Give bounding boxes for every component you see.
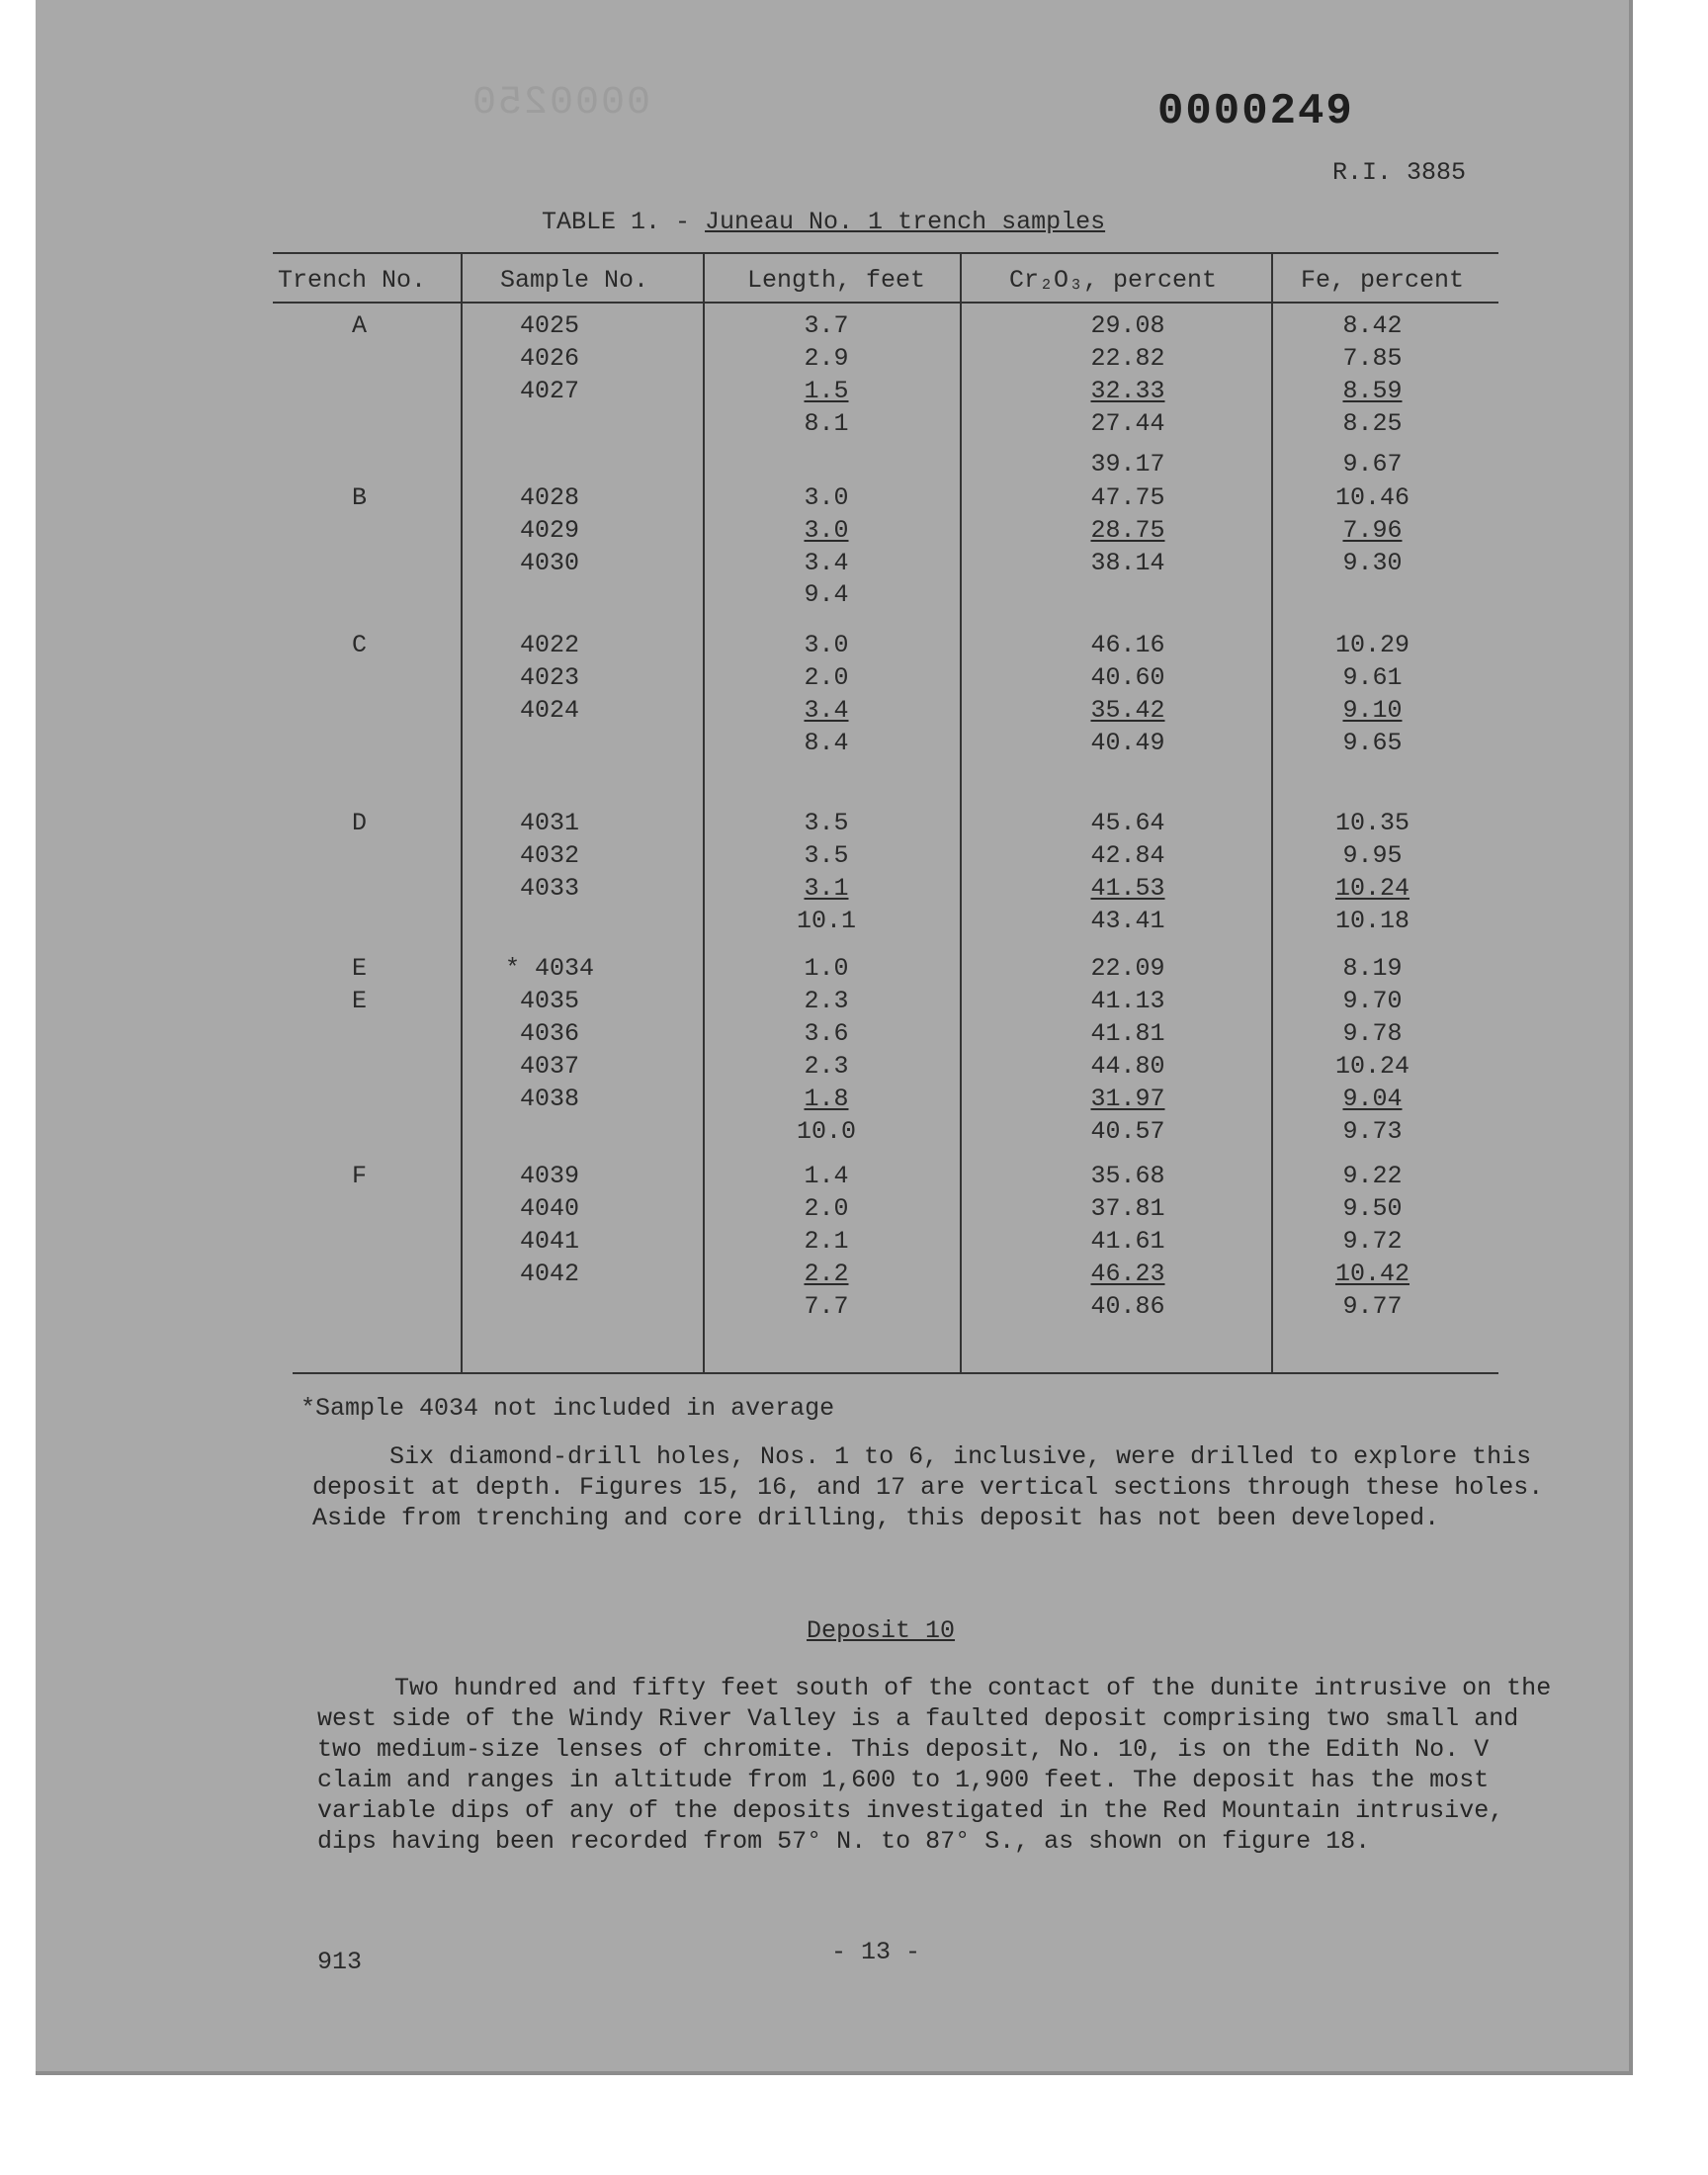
trench-label — [352, 1019, 391, 1049]
page-id: 0000249 — [1157, 87, 1354, 136]
cr2o3-value: 37.81 — [1090, 1194, 1165, 1223]
sample-number — [485, 580, 614, 610]
cr2o3-value: 44.80 — [1090, 1052, 1165, 1081]
length-value: 10.1 — [796, 907, 856, 935]
table-title-prefix: TABLE 1. - — [542, 208, 706, 236]
column-divider — [1271, 252, 1273, 1374]
length-value: 1.5 — [804, 377, 849, 405]
paragraph-deposit-10 — [317, 1673, 1578, 1857]
fe-value: 8.25 — [1342, 409, 1403, 438]
trench-label — [352, 729, 391, 758]
cr2o3-value: 40.57 — [1090, 1117, 1165, 1146]
cr2o3-value: 31.97 — [1090, 1085, 1165, 1113]
fe-value: 10.18 — [1334, 907, 1409, 935]
fe-value: 8.59 — [1342, 377, 1403, 405]
fe-value: 10.24 — [1334, 1052, 1409, 1081]
column-divider — [960, 252, 962, 1374]
sample-number — [485, 1292, 614, 1322]
report-number: R.I. 3885 — [1332, 158, 1467, 187]
table-footnote: *Sample 4034 not included in average — [300, 1394, 835, 1423]
length-value: 8.1 — [804, 409, 849, 438]
length-value: 1.4 — [804, 1162, 849, 1190]
length-value: 9.4 — [804, 580, 849, 609]
trench-label — [352, 344, 391, 374]
header-fe: Fe, percent — [1301, 266, 1465, 295]
sample-number: 4022 — [519, 631, 579, 659]
sample-number — [485, 1117, 614, 1147]
cr2o3-value: 22.09 — [1090, 954, 1165, 983]
trench-label — [352, 841, 391, 871]
trench-label: D — [352, 809, 368, 837]
fe-value: 9.67 — [1342, 450, 1403, 478]
fe-value: 9.50 — [1342, 1194, 1403, 1223]
length-value: 3.1 — [804, 874, 849, 903]
sample-number: 4033 — [519, 874, 579, 903]
sample-number: 4028 — [519, 483, 579, 512]
fe-value: 10.29 — [1334, 631, 1409, 659]
trench-label — [352, 516, 391, 546]
sample-number: 4032 — [519, 841, 579, 870]
length-value: 2.3 — [804, 987, 849, 1015]
trench-label — [352, 1194, 391, 1224]
fe-value: 7.96 — [1342, 516, 1403, 545]
fe-value: 9.95 — [1342, 841, 1403, 870]
sample-number: 4039 — [519, 1162, 579, 1190]
cr2o3-value: 40.49 — [1090, 729, 1165, 757]
trench-label — [352, 696, 391, 726]
length-value: 7.7 — [804, 1292, 849, 1321]
fe-value: 9.61 — [1342, 663, 1403, 692]
cr2o3-value: 42.84 — [1090, 841, 1165, 870]
length-value: 3.6 — [804, 1019, 849, 1048]
fe-value: 9.72 — [1342, 1227, 1403, 1256]
fe-value: 9.65 — [1342, 729, 1403, 757]
length-value: 1.8 — [804, 1085, 849, 1113]
length-value: 3.7 — [804, 311, 849, 340]
length-value: 8.4 — [804, 729, 849, 757]
sample-number: 4036 — [519, 1019, 579, 1048]
fe-value — [1306, 580, 1439, 610]
length-value: 2.1 — [804, 1227, 849, 1256]
table-title — [542, 208, 1105, 236]
trench-label — [352, 874, 391, 904]
cr2o3-value: 28.75 — [1090, 516, 1165, 545]
header-sample: Sample No. — [500, 266, 649, 295]
length-value: 2.0 — [804, 1194, 849, 1223]
trench-label — [352, 663, 391, 693]
cr2o3-value: 41.81 — [1090, 1019, 1165, 1048]
paragraph-text: Two hundred and fifty feet south of the contact of the dunite intrusive on the west side of the Windy River Valley is a faulted deposit comprising two small and two medium-size lenses of chromite. This deposit, No. 10, is on the Edith No. V claim and ranges in altitude from 1,600 to 1,900 feet. The deposit has the most variable dips of any of the deposits investigated in the Red Mountain intrusive, dips having been recorded from 57° N. to 87° S., as shown on figure 18. — [317, 1674, 1552, 1856]
trench-label — [352, 580, 391, 610]
cr2o3-value: 40.60 — [1090, 663, 1165, 692]
trench-label — [352, 1052, 391, 1082]
trench-label — [352, 1292, 391, 1322]
length-value: 3.5 — [804, 809, 849, 837]
cr2o3-value: 45.64 — [1090, 809, 1165, 837]
document-page — [36, 0, 1633, 2075]
fe-value: 9.30 — [1342, 549, 1403, 577]
sample-number — [485, 450, 614, 479]
trench-label — [352, 1227, 391, 1257]
trench-label: B — [352, 483, 368, 512]
trench-label: E — [352, 954, 368, 983]
trench-label: C — [352, 631, 368, 659]
table-bottom-rule — [293, 1372, 1498, 1374]
fe-value: 9.04 — [1342, 1085, 1403, 1113]
sample-number: 4042 — [519, 1260, 579, 1288]
length-value: 10.0 — [796, 1117, 856, 1146]
sample-number: 4041 — [519, 1227, 579, 1256]
cr2o3-value: 39.17 — [1090, 450, 1165, 478]
sample-number: 4025 — [519, 311, 579, 340]
length-value — [767, 450, 886, 479]
table-title-main: Juneau No. 1 trench samples — [705, 208, 1106, 236]
cr2o3-value: 22.82 — [1090, 344, 1165, 373]
fe-value: 10.24 — [1334, 874, 1409, 903]
trench-label — [352, 409, 391, 439]
fe-value: 10.35 — [1334, 809, 1409, 837]
sample-number: 4024 — [519, 696, 579, 725]
sample-number: 4038 — [519, 1085, 579, 1113]
cr2o3-value — [1054, 580, 1202, 610]
trench-label: F — [352, 1162, 368, 1190]
length-value: 2.2 — [804, 1260, 849, 1288]
sample-number: 4027 — [519, 377, 579, 405]
table-top-rule — [273, 252, 1498, 254]
cr2o3-value: 46.23 — [1090, 1260, 1165, 1288]
header-trench: Trench No. — [278, 266, 427, 295]
length-value: 3.4 — [804, 549, 849, 577]
paragraph-drill-holes — [312, 1441, 1578, 1533]
header-length: Length, feet — [747, 266, 926, 295]
cr2o3-value: 41.61 — [1090, 1227, 1165, 1256]
sample-number: * 4034 — [504, 954, 594, 983]
cr2o3-value: 47.75 — [1090, 483, 1165, 512]
trench-label — [352, 1117, 391, 1147]
fe-value: 9.70 — [1342, 987, 1403, 1015]
sample-number: 4030 — [519, 549, 579, 577]
length-value: 3.5 — [804, 841, 849, 870]
bleed-through-page-id: 0000250 — [470, 81, 651, 126]
length-value: 3.0 — [804, 483, 849, 512]
column-divider — [703, 252, 705, 1374]
trench-label — [352, 1260, 391, 1289]
sample-number: 4040 — [519, 1194, 579, 1223]
sample-number: 4037 — [519, 1052, 579, 1081]
fe-value: 7.85 — [1342, 344, 1403, 373]
length-value: 1.0 — [804, 954, 849, 983]
fe-value: 9.10 — [1342, 696, 1403, 725]
trench-label — [352, 377, 391, 406]
length-value: 3.0 — [804, 516, 849, 545]
sample-number — [485, 729, 614, 758]
document-code: 913 — [317, 1948, 363, 1976]
table-header-rule — [273, 302, 1498, 304]
sample-number: 4031 — [519, 809, 579, 837]
length-value: 2.9 — [804, 344, 849, 373]
cr2o3-value: 35.42 — [1090, 696, 1165, 725]
cr2o3-value: 41.53 — [1090, 874, 1165, 903]
length-value: 3.0 — [804, 631, 849, 659]
cr2o3-value: 40.86 — [1090, 1292, 1165, 1321]
sample-number — [485, 907, 614, 936]
paragraph-text: Six diamond-drill holes, Nos. 1 to 6, inclusive, were drilled to explore this deposit at depth. Figures 15, 16, and 17 are vertical sections through these holes. Aside from trenching and core drilling, this deposit has not been developed. — [312, 1442, 1544, 1532]
cr2o3-value: 27.44 — [1090, 409, 1165, 438]
sample-number: 4035 — [519, 987, 579, 1015]
cr2o3-value: 38.14 — [1090, 549, 1165, 577]
length-value: 2.3 — [804, 1052, 849, 1081]
cr2o3-value: 32.33 — [1090, 377, 1165, 405]
trench-label — [352, 907, 391, 936]
cr2o3-value: 46.16 — [1090, 631, 1165, 659]
cr2o3-value: 29.08 — [1090, 311, 1165, 340]
fe-value: 9.78 — [1342, 1019, 1403, 1048]
cr2o3-value: 41.13 — [1090, 987, 1165, 1015]
trench-label — [352, 1085, 391, 1114]
length-value: 3.4 — [804, 696, 849, 725]
sample-number — [485, 409, 614, 439]
trench-label: E — [352, 987, 368, 1015]
header-cr2o3: Cr₂O₃, percent — [1009, 266, 1218, 295]
fe-value: 9.22 — [1342, 1162, 1403, 1190]
samples-table — [273, 252, 1498, 1374]
cr2o3-value: 43.41 — [1090, 907, 1165, 935]
fe-value: 10.46 — [1334, 483, 1409, 512]
length-value: 2.0 — [804, 663, 849, 692]
fe-value: 9.73 — [1342, 1117, 1403, 1146]
fe-value: 10.42 — [1334, 1260, 1409, 1288]
trench-label: A — [352, 311, 368, 340]
sample-number: 4023 — [519, 663, 579, 692]
page-number: - 13 - — [831, 1938, 921, 1966]
fe-value: 9.77 — [1342, 1292, 1403, 1321]
section-heading: Deposit 10 — [807, 1616, 956, 1645]
fe-value: 8.42 — [1342, 311, 1403, 340]
sample-number: 4026 — [519, 344, 579, 373]
fe-value: 8.19 — [1342, 954, 1403, 983]
cr2o3-value: 35.68 — [1090, 1162, 1165, 1190]
sample-number: 4029 — [519, 516, 579, 545]
column-divider — [461, 252, 463, 1374]
trench-label — [352, 549, 391, 578]
trench-label — [352, 450, 391, 479]
